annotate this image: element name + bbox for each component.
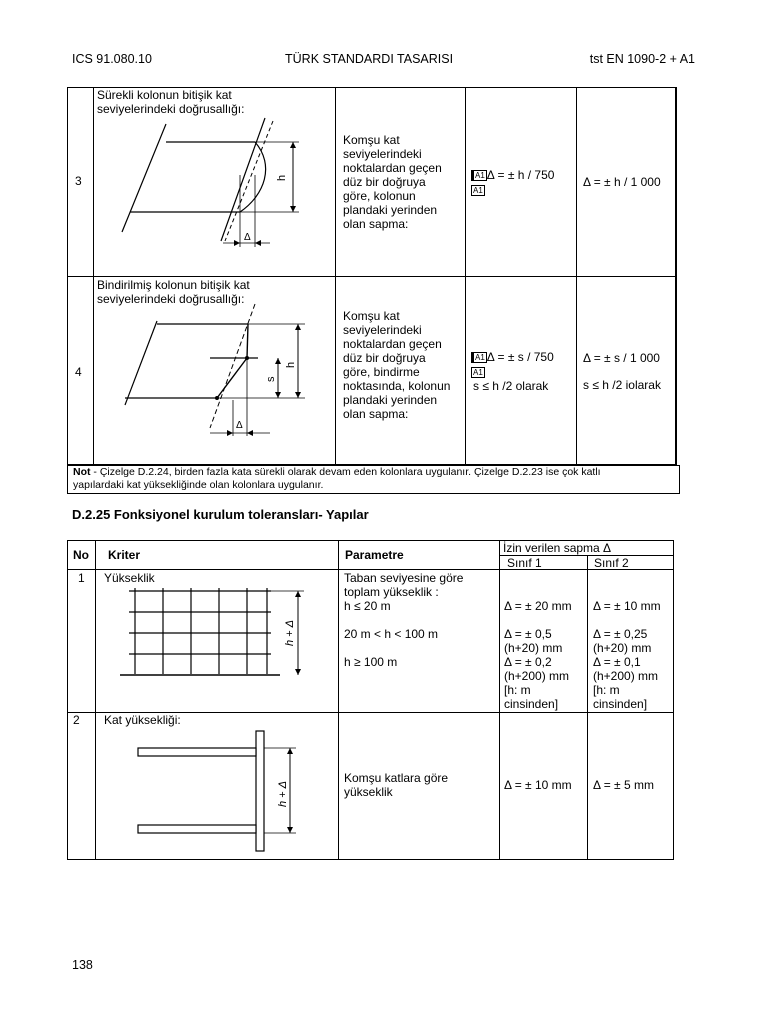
row-parameter: Komşu katlara göre yükseklik [344,771,449,799]
fig-label-height: h + Δ [277,780,289,807]
page-number: 138 [72,958,93,972]
col-header-allowed: İzin verilen sapma Δ [503,541,612,555]
class1-value: A1 Δ = ± s / 750 [471,350,554,364]
class2-value: Δ = ± 5 mm [593,778,654,792]
fig-label-h: h [285,361,297,368]
col-header-criterion: Kriter [108,548,141,562]
class2-value: Δ = ± 10 mm Δ = ± 0,25 (h+20) mm Δ = ± 0,1 (h+200) mm [h: m cinsinden] [593,599,661,711]
fig-label-delta: Δ [244,232,251,243]
header-title: TÜRK STANDARDI TASARISI [285,52,454,66]
row-criterion: Kat yüksekliği: [104,713,181,727]
class1-value: Δ = ± 10 mm [504,778,572,792]
class1-value: Δ = ± 20 mm Δ = ± 0,5 (h+20) mm Δ = ± 0,2 (h+200) mm [h: m cinsinden] [504,599,572,711]
row-parameter: Taban seviyesine göre toplam yükseklik : h ≤ 20 m 20 m < h < 100 m h ≥ 100 m [344,571,464,669]
col-header-class1: Sınıf 1 [507,556,542,570]
row-criterion: Yükseklik [104,571,155,585]
amendment-start-icon: A1 [471,352,487,363]
header-document-id: tst EN 1090-2 + A1 [589,52,695,66]
building-frame-diagram [120,582,310,707]
fig-label-delta: Δ [236,420,243,431]
section-title: D.2.25 Fonksiyonel kurulum toleransları- Yapılar [72,507,369,522]
storey-height-diagram [130,727,320,855]
fig-label-s: s [265,376,277,382]
row-title: Bindirilmiş kolonun bitişik kat seviyelerindeki doğrusallığı: [97,278,250,306]
class2-condition: s ≤ h /2 iolarak [583,378,661,392]
row-description: Komşu kat seviyelerindeki noktalardan geçen düz bir doğruya göre, kolonun plandaki yerinden olan sapma: [343,133,442,231]
header-standard-code: ICS 91.080.10 [72,52,152,66]
col-header-class2: Sınıf 2 [594,556,629,570]
row-number: 4 [75,365,82,379]
amendment-end-icon: A1 [473,186,483,196]
row-number: 1 [78,571,85,585]
spliced-column-diagram [95,300,330,440]
col-header-no: No [73,548,89,562]
amendment-end-icon: A1 [473,368,483,378]
class1-value: A1 Δ = ± h / 750 [471,168,554,182]
fig-label-height: h + Δ [284,619,296,646]
col-header-parameter: Parametre [345,548,404,562]
row-description: Komşu kat seviyelerindeki noktalardan geçen düz bir doğruya göre, bindirme noktasında, kolonun plandaki yerinden olan sapma: [343,309,451,421]
class1-condition: s ≤ h /2 olarak [473,379,549,393]
class2-value: Δ = ± h / 1 000 [583,175,661,189]
row-number: 2 [73,713,80,727]
class2-value: Δ = ± s / 1 000 [583,351,660,365]
amendment-start-icon: A1 [471,170,487,181]
row-number: 3 [75,174,82,188]
continuous-column-diagram [95,115,330,250]
fig-label-h: h [276,174,288,181]
row-title: Sürekli kolonun bitişik kat seviyelerindeki doğrusallığı: [97,88,245,116]
